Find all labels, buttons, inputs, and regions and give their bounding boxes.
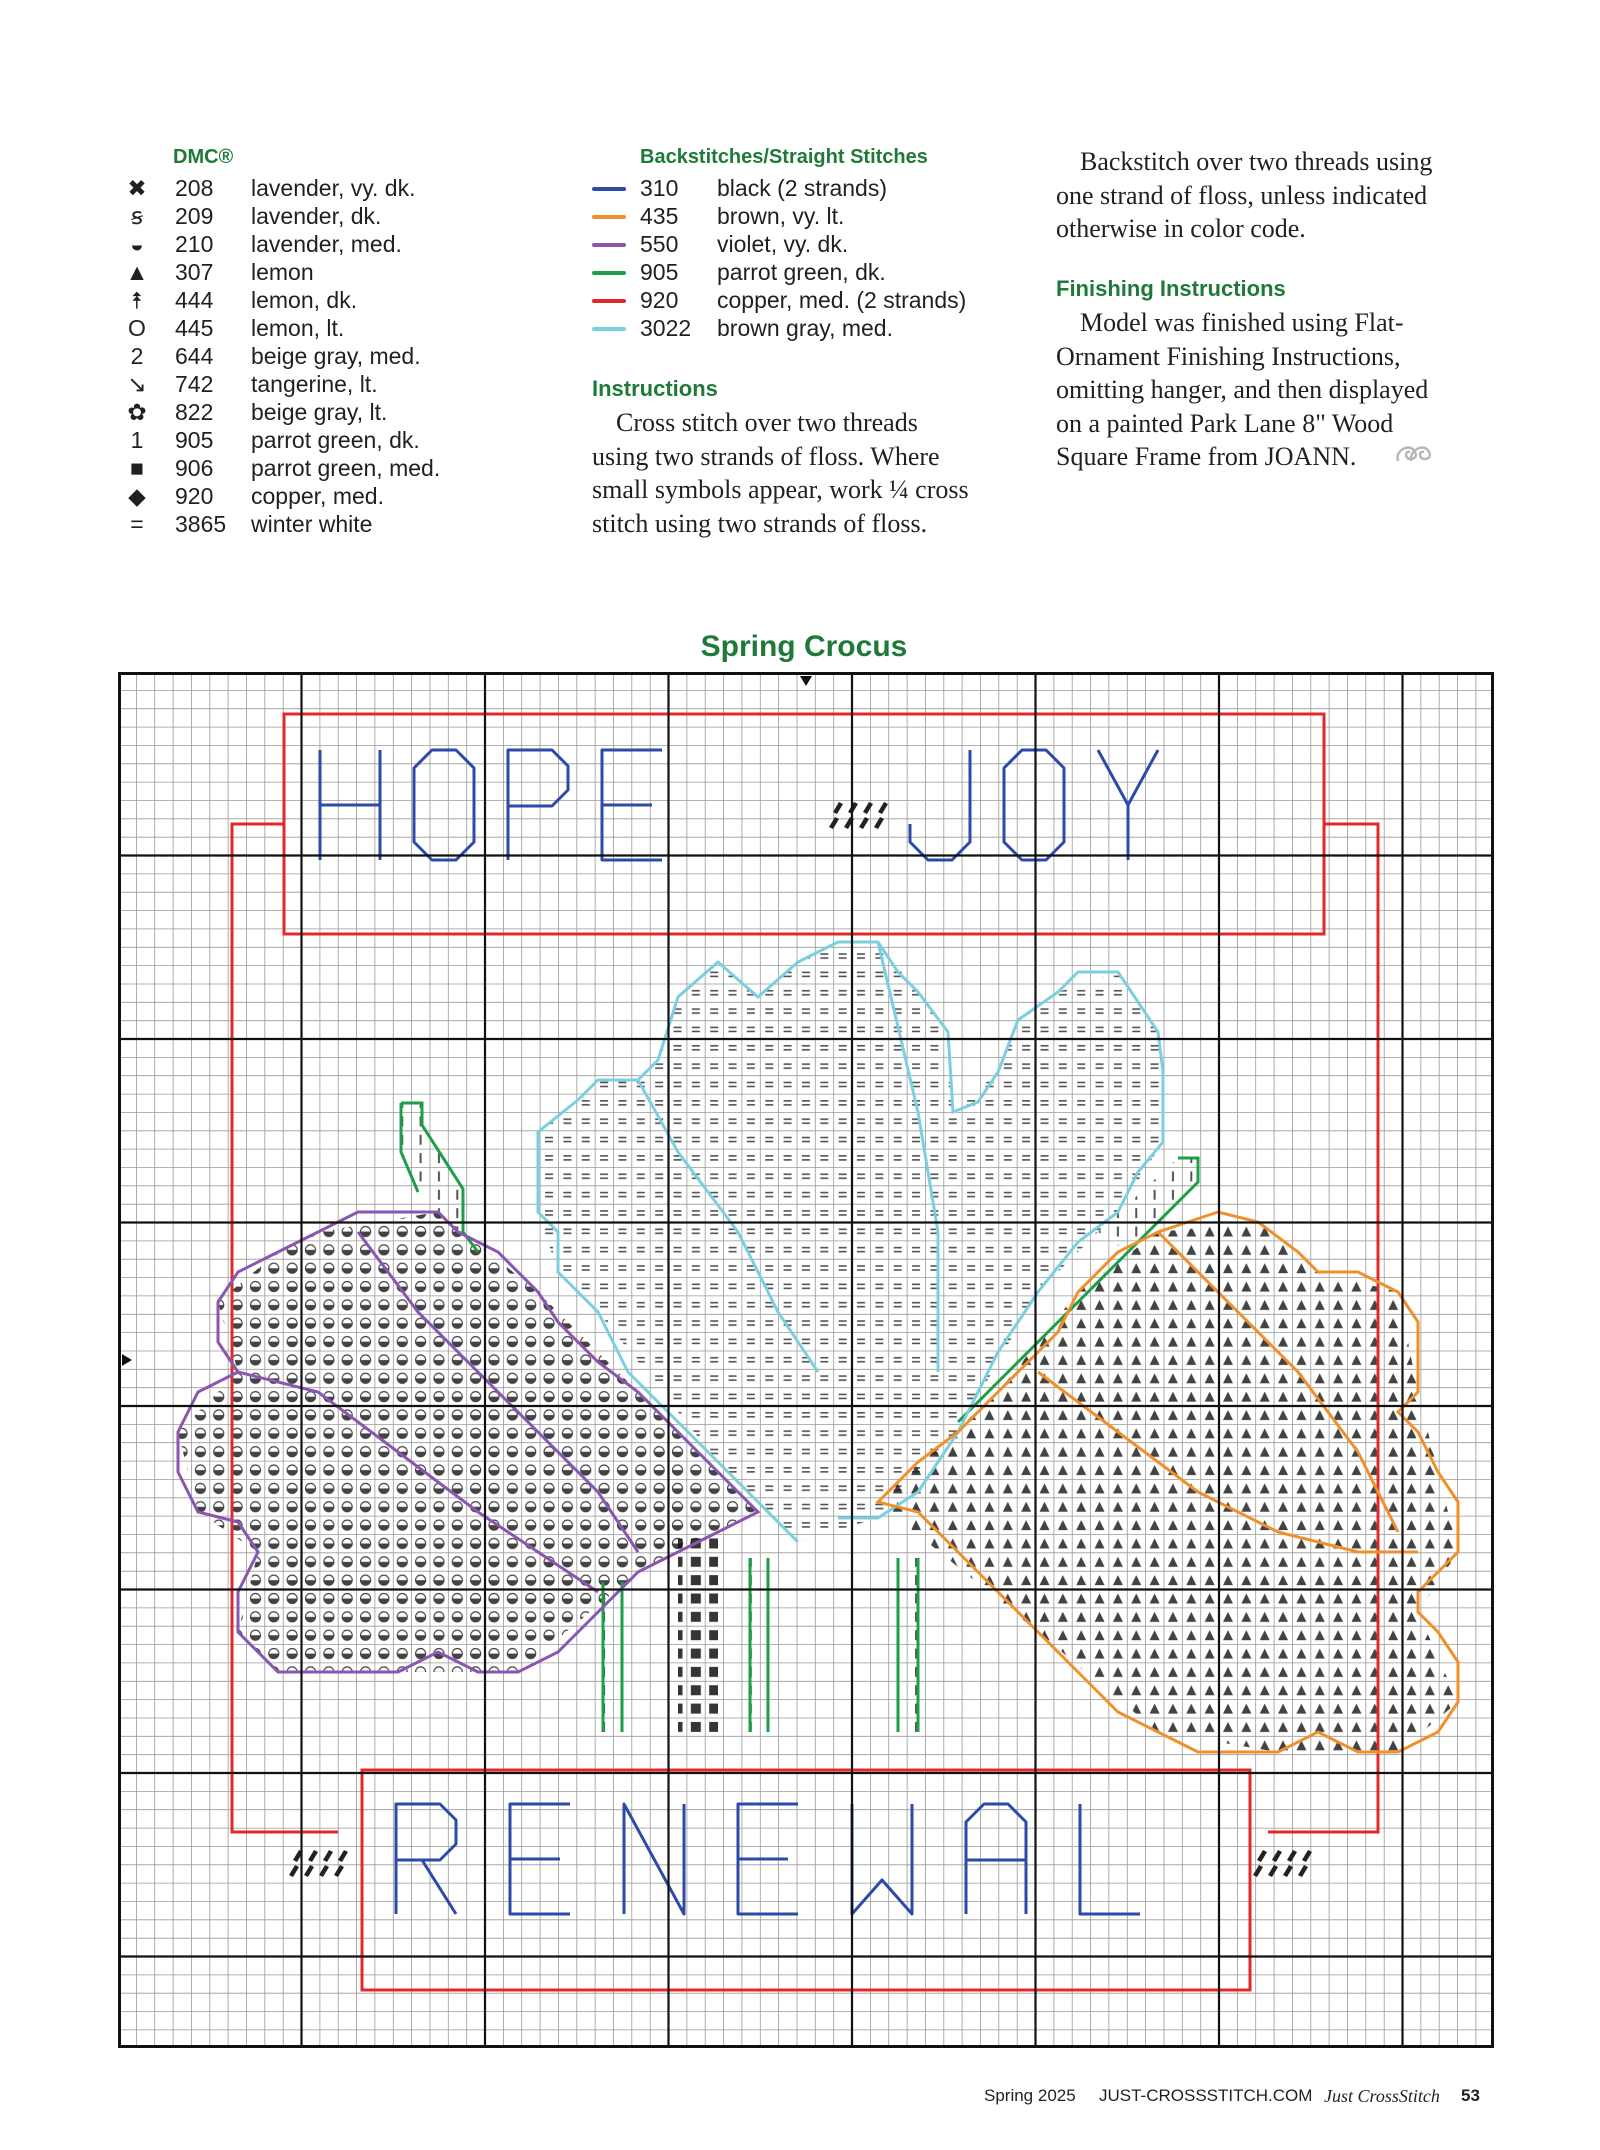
color-name: black (2 strands) xyxy=(717,175,888,201)
letter-j xyxy=(910,750,970,860)
color-name: lavender, med. xyxy=(251,231,402,257)
color-name: lemon, lt. xyxy=(251,315,345,341)
letter-o xyxy=(1004,750,1064,860)
text-line: omitting hanger, and then displayed xyxy=(1056,375,1429,404)
text-line: small symbols appear, work ¼ cross xyxy=(592,475,969,504)
footer-magazine: Just CrossStitch xyxy=(1324,2086,1440,2106)
copper-stitch xyxy=(304,1865,314,1877)
stitch-symbol-icon: ⯭ xyxy=(130,287,144,313)
stitch-fill xyxy=(898,1558,918,1732)
color-name: lemon, dk. xyxy=(251,287,358,313)
letter-o xyxy=(414,750,474,860)
text-line: on a painted Park Lane 8" Wood xyxy=(1056,408,1394,438)
dmc-number: 208 xyxy=(175,175,214,201)
text-line: Model was finished using Flat- xyxy=(1080,308,1404,337)
copper-stitch xyxy=(878,802,888,814)
copper-stitch xyxy=(289,1865,299,1877)
stitch-symbol-icon: O xyxy=(128,315,146,341)
footer-site: JUST-CROSSSTITCH.COM xyxy=(1099,2086,1313,2105)
backstitch-swatch xyxy=(592,215,626,219)
page-number: 53 xyxy=(1461,2086,1480,2105)
dmc-number: 210 xyxy=(175,231,214,257)
color-name: parrot green, dk. xyxy=(251,427,420,453)
dmc-number: 920 xyxy=(640,287,679,313)
stitch-symbol-icon: ■ xyxy=(130,455,144,481)
color-name: brown, vy. lt. xyxy=(717,203,845,229)
legend-row xyxy=(123,286,523,314)
legend-row xyxy=(123,202,523,230)
dmc-number: 3865 xyxy=(175,511,227,537)
legend-row xyxy=(123,510,523,538)
color-name: copper, med. (2 strands) xyxy=(717,287,967,313)
letter-r xyxy=(396,1804,456,1914)
backstitch-row xyxy=(592,202,1012,230)
copper-stitch xyxy=(863,802,873,814)
color-name: parrot green, dk. xyxy=(717,259,886,285)
letter-y xyxy=(1098,750,1158,860)
letter-l xyxy=(1080,1804,1140,1914)
copper-stitch xyxy=(308,1850,318,1862)
color-name: brown gray, med. xyxy=(717,315,893,341)
legend-row xyxy=(123,426,523,454)
text-line: Cross stitch over two threads xyxy=(616,408,918,437)
copper-stitch xyxy=(1298,1865,1308,1877)
page-footer xyxy=(0,2086,1600,2116)
crocus-motif xyxy=(178,714,1458,1990)
backstitch-row xyxy=(592,230,1012,258)
copper-stitch xyxy=(1272,1850,1282,1862)
copper-stitch xyxy=(334,1865,344,1877)
stitch-symbol-icon: 1 xyxy=(130,427,144,453)
color-name: violet, vy. dk. xyxy=(717,231,849,257)
stitch-fill xyxy=(678,1532,718,1732)
stitch-symbol-icon: ✿ xyxy=(127,399,147,425)
legend-row xyxy=(123,398,523,426)
legend-row xyxy=(123,230,523,258)
color-name: beige gray, med. xyxy=(251,343,421,369)
copper-stitch xyxy=(1253,1865,1263,1877)
text-line: one strand of floss, unless indicated xyxy=(1056,180,1428,210)
dmc-number: 445 xyxy=(175,315,214,341)
color-name: tangerine, lt. xyxy=(251,371,378,397)
text-line: stitch using two strands of floss. xyxy=(592,508,928,538)
dmc-number: 310 xyxy=(640,175,679,201)
copper-stitch xyxy=(833,802,843,814)
stitch-symbol-icon: ◆ xyxy=(128,483,146,509)
dmc-number: 444 xyxy=(175,287,214,313)
stitch-symbol-icon: ◒ xyxy=(130,231,144,257)
backstitch-header: Backstitches/Straight Stitches xyxy=(640,146,928,168)
dmc-number: 906 xyxy=(175,455,214,481)
dmc-number: 209 xyxy=(175,203,214,229)
letter-e xyxy=(738,1804,798,1914)
text-line: otherwise in color code. xyxy=(1056,214,1306,243)
footer-season: Spring 2025 xyxy=(984,2086,1076,2105)
center-arrow-top xyxy=(800,676,812,686)
copper-stitch xyxy=(1283,1865,1293,1877)
petal-fills xyxy=(178,942,1458,1752)
backstitch-swatch xyxy=(592,327,626,331)
dmc-number: 822 xyxy=(175,399,214,425)
legend-row xyxy=(123,370,523,398)
dmc-number: 905 xyxy=(175,427,214,453)
copper-stitch xyxy=(338,1850,348,1862)
color-name: lavender, dk. xyxy=(251,203,382,229)
color-name: winter white xyxy=(251,511,373,537)
backstitch-swatch xyxy=(592,299,626,303)
legend-row xyxy=(123,314,523,342)
stitch-symbol-icon: 2 xyxy=(130,343,144,369)
dmc-number: 742 xyxy=(175,371,214,397)
instructions-text xyxy=(592,406,1022,540)
stitch-symbol-icon: = xyxy=(130,511,144,537)
letter-h xyxy=(320,750,380,860)
backstitch-row xyxy=(592,258,1012,286)
backstitch-swatch xyxy=(592,271,626,275)
stitch-symbol-icon: ↘ xyxy=(127,371,147,397)
backstitch-swatch xyxy=(592,243,626,247)
instructions-title: Instructions xyxy=(592,376,718,401)
dmc-number: 905 xyxy=(640,259,679,285)
cross-stitch-chart xyxy=(118,672,1494,2048)
letter-w xyxy=(852,1804,912,1914)
legend-row xyxy=(123,258,523,286)
dmc-number: 307 xyxy=(175,259,214,285)
copper-stitch xyxy=(1268,1865,1278,1877)
color-name: parrot green, med. xyxy=(251,455,441,481)
color-name: copper, med. xyxy=(251,483,384,509)
legend-row xyxy=(123,454,523,482)
legend-row xyxy=(123,482,523,510)
color-name: lemon xyxy=(251,259,314,285)
stitch-symbol-icon: ▲ xyxy=(125,259,149,285)
text-line: using two strands of floss. Where xyxy=(592,441,940,471)
copper-stitch xyxy=(1257,1850,1267,1862)
backstitch-note xyxy=(1056,145,1556,246)
finishing-text xyxy=(1056,306,1556,474)
backstitch-row xyxy=(592,174,1012,202)
dmc-number: 550 xyxy=(640,231,679,257)
finishing-title: Finishing Instructions xyxy=(1056,276,1286,301)
stitch-symbol-icon: ✖ xyxy=(127,175,147,201)
chart-title: Spring Crocus xyxy=(700,630,908,663)
center-arrow-left xyxy=(122,1354,132,1366)
dmc-number: 435 xyxy=(640,203,679,229)
color-name: lavender, vy. dk. xyxy=(251,175,416,201)
dmc-number: 644 xyxy=(175,343,214,369)
copper-stitch xyxy=(1287,1850,1297,1862)
dmc-number: 920 xyxy=(175,483,214,509)
copper-stitch xyxy=(323,1850,333,1862)
copper-stitch xyxy=(319,1865,329,1877)
snail-end-icon xyxy=(1394,443,1434,465)
backstitch-row xyxy=(592,286,1012,314)
text-line: Square Frame from JOANN. xyxy=(1056,442,1357,471)
legend-row xyxy=(123,174,523,202)
backstitch-swatch xyxy=(592,187,626,191)
stitch-fill xyxy=(750,1558,768,1732)
dmc-number: 3022 xyxy=(640,315,692,341)
text-line: Backstitch over two threads using xyxy=(1080,147,1433,176)
legend-row xyxy=(123,342,523,370)
stitch-symbol-icon: ꞩ xyxy=(131,203,143,229)
color-name: beige gray, lt. xyxy=(251,399,388,425)
letter-n xyxy=(624,1804,684,1914)
letter-p xyxy=(508,750,568,860)
text-line: Ornament Finishing Instructions, xyxy=(1056,341,1401,371)
dmc-header: DMC® xyxy=(173,146,234,168)
backstitch-row xyxy=(592,314,1012,342)
